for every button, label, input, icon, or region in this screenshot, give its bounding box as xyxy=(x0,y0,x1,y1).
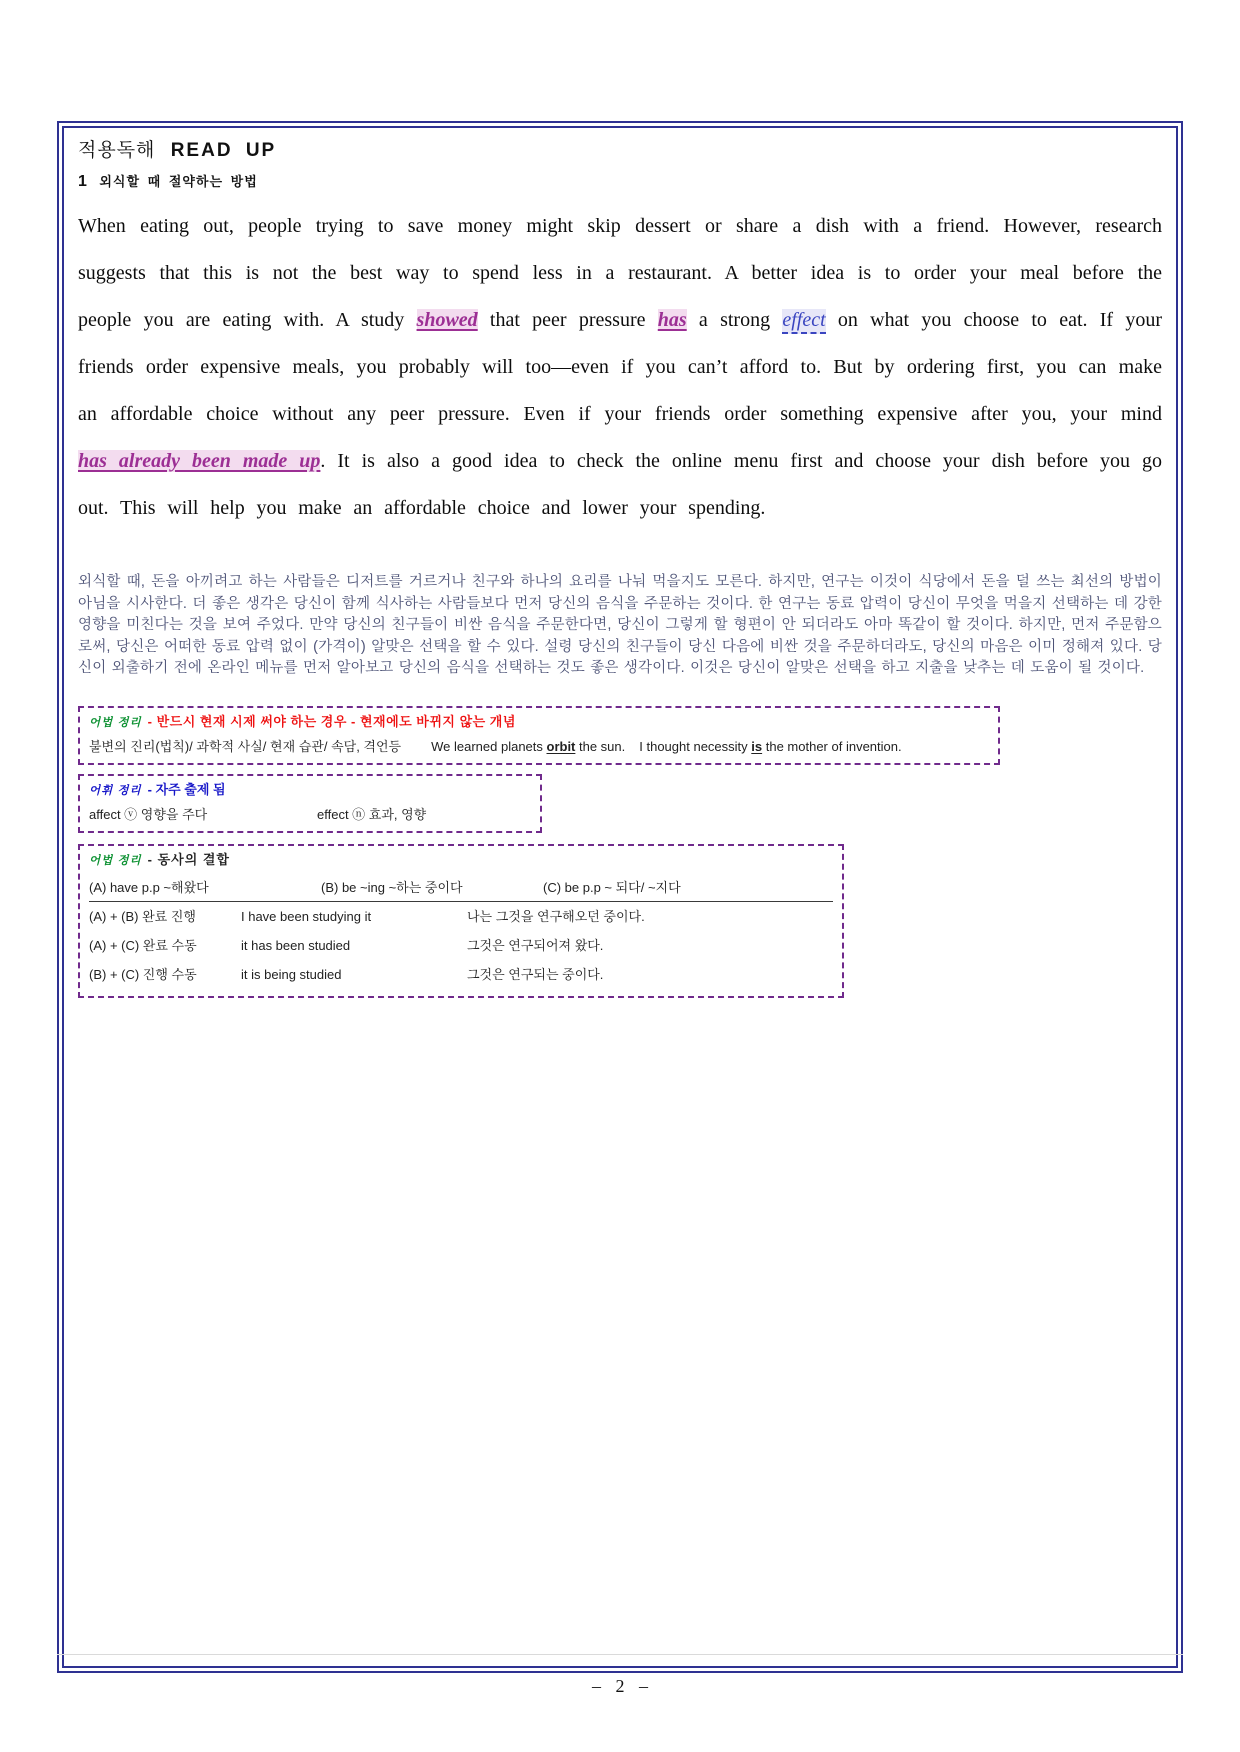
page-number: – 2 – xyxy=(592,1676,648,1696)
doc-header xyxy=(78,138,1162,164)
grammar-note-title-row xyxy=(89,711,989,734)
passage-text: a strong xyxy=(686,309,783,331)
passage-text: When eating out, people trying to save money might skip dessert or share a dish with a friend. However, research suggests that this is not the best way to spend less in a restaurant. A better idea is to order your meal before the people you are eating with. A study xyxy=(78,215,1162,331)
example-text: We learned planets xyxy=(431,738,547,754)
vocab-label: 어휘 정리 xyxy=(89,784,142,797)
vocab-content-row xyxy=(89,804,531,826)
combo-english: I have been studying it xyxy=(241,908,372,924)
vocab-note-box xyxy=(78,774,542,833)
highlight-has-already-been-made-up: has already been made up xyxy=(78,450,321,472)
combo-table-header xyxy=(89,875,833,902)
grammar-example-2 xyxy=(639,739,901,754)
lesson-title: 외식할 때 절약하는 방법 xyxy=(99,174,258,189)
combo-label: 어법 정리 xyxy=(89,854,142,867)
combo-korean: 그것은 연구되는 중이다. xyxy=(467,966,604,982)
grammar-note-box-present-tense xyxy=(78,706,1000,765)
grammar-note-title: - 반드시 현재 시제 써야 하는 경우 - 현재에도 바뀌지 않는 개념 xyxy=(147,713,516,729)
vocab-entry-affect: affect ⓥ 영향을 주다 xyxy=(89,806,208,822)
combo-korean: 그것은 연구되어져 왔다. xyxy=(467,937,604,953)
combo-formula: (A) + (B) 완료 진행 xyxy=(89,908,196,924)
combo-korean: 나는 그것을 연구해오던 중이다. xyxy=(467,908,645,924)
grammar-rule-text: 불변의 진리(법칙)/ 과학적 사실/ 현재 습관/ 속담, 격언등 xyxy=(89,738,402,754)
combo-table-row xyxy=(89,902,833,931)
passage-text: . It is also a good idea to check the online menu first and choose your dish before you go out. This will help you make an affordable choice and lower your spending. xyxy=(78,450,1162,519)
section-title-english: READ UP xyxy=(170,140,277,161)
combo-formula: (B) + (C) 진행 수동 xyxy=(89,966,197,982)
content-frame xyxy=(57,121,1183,1673)
example-keyword-is: is xyxy=(751,738,763,754)
combo-table-row xyxy=(89,960,833,989)
highlight-showed: showed xyxy=(416,309,478,331)
grammar-combo-box xyxy=(78,844,844,998)
grammar-note-content-row xyxy=(89,736,989,758)
lesson-number: 1 xyxy=(78,173,87,190)
lesson-heading xyxy=(78,171,1162,193)
highlight-effect: effect xyxy=(782,309,825,334)
section-title-korean: 적용독해 xyxy=(78,140,156,161)
passage-text: on what you choose to eat. If your friends order expensive meals, you probably will too—even if you can’t afford to. But by ordering first, you can make an affordable choice without any peer pressure. Even if your friends order something expensive after you, your mind xyxy=(78,309,1162,425)
grammar-note-label: 어법 정리 xyxy=(89,716,142,729)
highlight-has: has xyxy=(657,309,687,331)
example-text: the mother of invention. xyxy=(762,738,902,754)
english-passage xyxy=(78,203,1162,532)
combo-header-col-c: (C) be p.p ~ 되다/ ~지다 xyxy=(543,879,681,895)
grammar-example-1 xyxy=(431,739,625,754)
example-text: I thought necessity xyxy=(639,738,752,754)
combo-english: it is being studied xyxy=(241,966,342,982)
combo-header-col-a: (A) have p.p ~해왔다 xyxy=(89,879,209,895)
vocab-title-row xyxy=(89,779,531,802)
combo-formula: (A) + (C) 완료 수동 xyxy=(89,937,197,953)
vocab-entry-effect: effect ⓝ 효과, 영향 xyxy=(317,806,427,822)
vocab-title: - 자주 출제 됨 xyxy=(147,781,226,797)
combo-table-row xyxy=(89,931,833,960)
combo-title-row xyxy=(89,849,833,872)
footer-rule xyxy=(57,1654,1183,1655)
combo-title: - 동사의 결합 xyxy=(147,851,230,867)
combo-english: it has been studied xyxy=(241,937,351,953)
combo-header-col-b: (B) be ~ing ~하는 중이다 xyxy=(321,879,463,895)
example-keyword-orbit: orbit xyxy=(546,738,576,754)
passage-text: that peer pressure xyxy=(477,309,658,331)
example-text: the sun. xyxy=(575,738,626,754)
korean-translation: 외식할 때, 돈을 아끼려고 하는 사람들은 디저트를 거르거나 친구와 하나의 요리를 나눠 먹을지도 모른다. 하지만, 연구는 이것이 식당에서 돈을 덜 쓰는 최선의 방법이 아님을 시사한다. 더 좋은 생각은 당신이 함께 식사하는 사람들보다 먼저 당신의 음식을 주문하는 것이다. 한 연구는 동료 압력이 당신이 무엇을 먹을지 선택하는 데 강한 영향을 미친다는 것을 보여 주었다. 만약 당신의 친구들이 비싼 음식을 주문한다면, 당신이 그렇게 할 형편이 안 되더라도 아마 똑같이 할 것이다. 하지만, 먼저 주문함으로써, 당신은 어떠한 동료 압력 없이 (가격이) 알맞은 선택을 할 수 있다. 설령 당신의 친구들이 당신 다음에 비싼 것을 주문하더라도, 당신의 마음은 이미 정해져 있다. 당신이 외출하기 전에 온라인 메뉴를 먼저 알아보고 당신의 음식을 선택하는 것도 좋은 생각이다. 이것은 당신이 알맞은 선택을 하고 지출을 낮추는 데 도움이 될 것이다. xyxy=(78,574,1162,676)
